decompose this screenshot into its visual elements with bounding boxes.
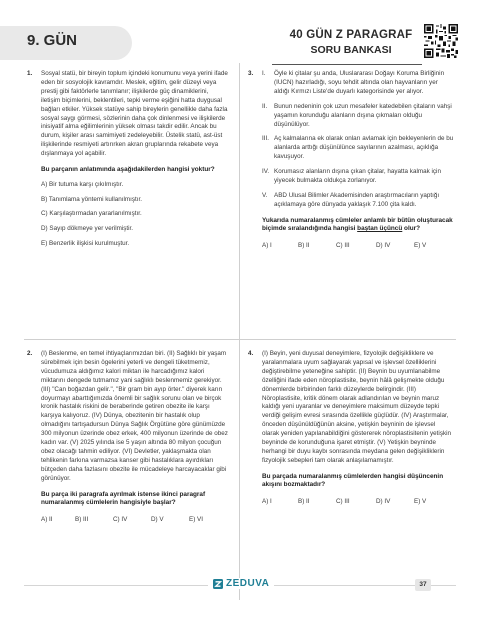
question-passage: Sosyal statü, bir bireyin toplum içindeki konumunu veya yerini ifade eden bir sosyolojik kavramdır. Meslek, eğitim, gelir düzeyi veya prestij gibi faktörlerle tanımlanır; ilişkilerde güç dinamiklerini, iletişim biçimlerini, beklentileri, tepki verme eşiğini hatta duygusal bağları etkiler. Yüksek statüye sahip bireylerin genellikle daha fazla sosyal saygı görmesi, sözlerinin daha çok dinlenmesi ve ilişkilerde inisiyatif alma eğilimlerinin yüksek olması takdir edilir. Ancak bu durum, kişiler arası samimiyeti zedeleyebilir. Üstelik statü, ast-üst ilişkilerinde resmiyeti artırırken akran gruplarında rekabete veya dışlanmaya yol açabilir. — [41, 70, 228, 158]
option-a[interactable]: A) I — [262, 497, 272, 505]
option-e[interactable]: E) V — [414, 497, 427, 505]
brand-name: ZEDUVA — [226, 578, 270, 589]
option-b[interactable]: B) Tanımlama yöntemi kullanılmıştır. — [41, 195, 143, 203]
option-a[interactable]: A) I — [262, 241, 272, 249]
option-e[interactable]: E) Benzerlik ilişkisi kurulmuştur. — [41, 240, 130, 248]
question-4 — [248, 350, 454, 507]
question-stem: Bu parçanın anlatımında aşağıdakilerden hangisi yoktur? — [41, 166, 215, 174]
sentence-text: ABD Ulusal Bilimler Akademisinden araştırmacıların yaptığı açıklamaya göre dünyada yaklaşık 7.100 çita kaldı. — [274, 191, 440, 208]
stem-underlined: baştan üçüncü — [357, 225, 403, 233]
numbered-sentence — [262, 135, 454, 162]
book-title-line2: SORU BANKASI — [310, 44, 392, 56]
question-3 — [248, 70, 454, 251]
question-1 — [27, 70, 229, 249]
option-c[interactable]: C) III — [336, 497, 350, 505]
question-number: 1. — [27, 70, 33, 77]
options-row — [262, 498, 454, 507]
question-stem: Bu parça iki paragrafa ayrılmak istense ikinci paragraf numaralanmış cümlelerin hangisiyle başlar? — [41, 490, 206, 507]
question-stem: Bu parçada numaralanmış cümlelerden hangisi düşüncenin akışını bozmaktadır? — [262, 472, 444, 489]
book-title — [276, 29, 426, 56]
option-e[interactable]: E) VI — [189, 515, 203, 523]
sentence-number: I. — [262, 70, 266, 77]
question-stem — [262, 217, 454, 234]
option-d[interactable]: D) IV — [376, 241, 391, 249]
option-e[interactable]: E) V — [414, 241, 427, 249]
day-title: 9. GÜN — [27, 32, 78, 49]
question-2 — [27, 350, 229, 525]
numbered-sentence — [262, 192, 454, 210]
question-number: 2. — [27, 350, 33, 357]
qr-code-icon[interactable] — [424, 24, 458, 58]
page-number: 37 — [415, 579, 431, 591]
option-b[interactable]: B) II — [298, 497, 310, 505]
brand-logo — [208, 578, 274, 589]
sentence-number: III. — [262, 135, 269, 143]
option-b[interactable]: B) II — [298, 241, 310, 249]
option-b[interactable]: B) III — [75, 515, 89, 523]
numbered-sentence — [262, 168, 454, 186]
sentence-text: Korumasız alanların dışına çıkan çitalar, hayatta kalmak için yiyecek bulmakta oldukça zorlanıyor. — [274, 168, 441, 185]
numbered-sentence — [262, 70, 454, 97]
option-d[interactable]: D) V — [151, 515, 164, 523]
column-divider — [239, 63, 240, 600]
question-number: 4. — [248, 350, 254, 357]
option-c[interactable]: C) IV — [113, 515, 128, 523]
options-row — [41, 516, 229, 525]
sentence-number: V. — [262, 191, 268, 199]
sentence-text: Aç kalmalarına ek olarak onları avlamak için bekleyenlerin de bu alanlarda arttığı düşünülünce sayılarının azalması, açıklığa kavuşuyor. — [274, 135, 454, 161]
option-a[interactable]: A) II — [41, 515, 53, 523]
zeduva-logo-icon — [213, 579, 223, 589]
numbered-sentence — [262, 103, 454, 130]
sentence-number: IV. — [262, 168, 270, 176]
option-d[interactable]: D) Sayıp dökmeye yer verilmiştir. — [41, 225, 134, 233]
option-d[interactable]: D) IV — [376, 497, 391, 505]
sentence-text: Bunun nedeninin çok uzun mesafeler katedebilen çitaların vahşi yaşamın korunduğu alanların dışına çıkmaları olduğu düşünülüyor. — [274, 102, 452, 128]
question-passage: (I) Beslenme, en temel ihtiyaçlarımızdan biri. (II) Sağlıklı bir yaşam sürebilmek için besin ögelerini yeterli ve dengeli tüketmemiz, vücudumuza aldığımız kalori miktarı ile harcadığımız kalori miktarını dengede tutmamız yani sağlıklı beslenmemiz gerekiyor. (III) "Can boğazdan gelir.", "Bir gram bin ayıp örter." diyerek karın doyurmayı abarttığımızda önemli bir sağlık sorunu olan ve birçok kronik hastalık riskini de beraberinde getiren obezite ile karşı karşıya kalıyoruz. (IV) Dünya, obezitenin bir hastalık olup olmadığını tartışadursun Dünya Sağlık Örgütüne göre günümüzde 300 milyonun üzerinde obez erkek, 400 milyonun üzerinde de obez kadın var. (V) 2025 yılında ise 5 yaşın altında 80 milyon çocuğun obez olacağı tahmin ediliyor. (VI) Devletler, yaklaşmakta olan tehlikenin farkına varmazsa kanser gibi hastalıklara ayırdıkları bütçeden daha fazlasını obezite ile mücadeleye harcayacaklar gibi görünüyor. — [41, 350, 228, 482]
option-a[interactable]: A) Bir tutuma karşı çıkılmıştır. — [41, 180, 124, 188]
option-c[interactable]: C) III — [336, 241, 350, 249]
sentence-text: Öyle ki çitalar şu anda, Uluslararası Doğayı Koruma Birliğinin (IUCN) hazırladığı, soyu tehdit altında olan hayvanların yer aldığı Kırmızı Liste'de duyarlı kategorisinde yer alıyor. — [274, 70, 445, 95]
row-divider — [24, 339, 456, 340]
question-passage: (I) Beyin, yeni duyusal deneyimlere, fizyolojik değişikliklere ve yaralanmalara uyum sağlayarak yapısal ve işlevsel özelliklerini değiştirebilme yeteneğine sahiptir. (II) Beynin bu uyumlanabilme özelliğini ifade eden nöroplastisite, beynin hâlâ gelişmekte olduğu dönemlerde birbirinden farklı düzeylerde belirgindir. (III) Nöroplastisite, kritik dönem olarak adlandırılan ve beynin maruz kaldığı yeni uyaranlar ve deneyimlere maksimum düzeyde tepki verdiği gelişim evresi sırasında özellikle güçlüdür. (IV) Araştırmalar, önceden düşünüldüğünün aksine, yetişkin beyninin de işlevsel olarak yeniden yapılanabildiğini göstererek nöroplastisitenin yetişkin beyninde de korunduğuna işaret etmiştir. (V) Yetişkin beyninde herhangi bir duyu kaybı sonrasında meydana gelen değişikliklerin fizyolojik sebepleri tam olarak anlaşılamamıştır. — [262, 350, 452, 464]
header-rule — [272, 64, 422, 65]
book-title-line1: 40 GÜN Z PARAGRAF — [289, 29, 413, 41]
option-c[interactable]: C) Karşılaştırmadan yararlanılmıştır. — [41, 210, 142, 218]
options-row — [262, 242, 454, 251]
stem-text: Yukarıda numaralanmış cümleler anlamlı bir bütün oluşturacak biçimde sıralandığında hangisi — [262, 216, 453, 233]
sentence-number: II. — [262, 102, 268, 110]
stem-text-end: olur? — [402, 225, 421, 233]
question-number: 3. — [248, 70, 254, 77]
